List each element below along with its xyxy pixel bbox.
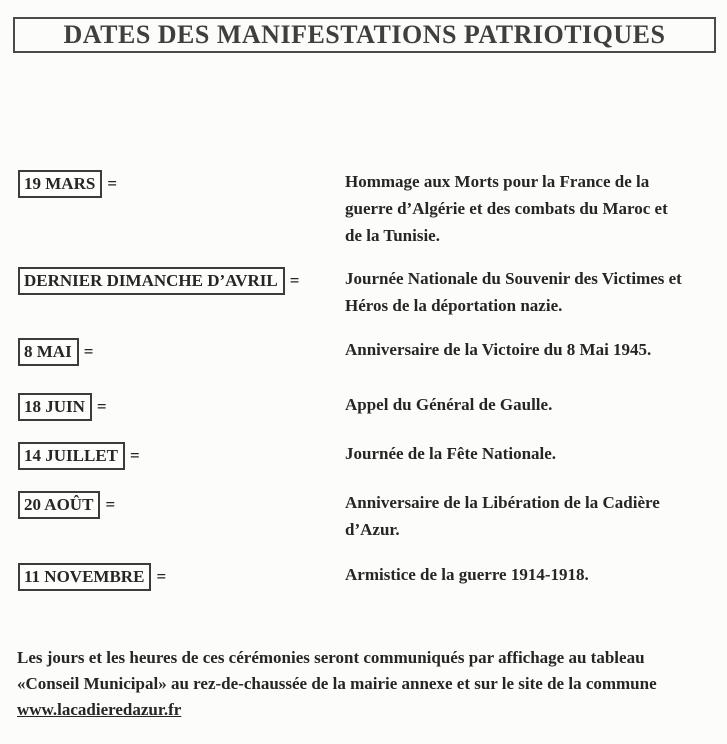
date-description xyxy=(345,489,715,543)
date-entry-row xyxy=(18,393,715,421)
date-label-cell xyxy=(18,393,345,421)
equals-sign: = xyxy=(105,495,116,514)
date-entry-row xyxy=(18,338,715,366)
description-line: Hommage aux Morts pour la France de la xyxy=(345,172,650,191)
description-line: Anniversaire de la Libération de la Cadière xyxy=(345,493,660,512)
date-description xyxy=(345,168,715,249)
document-title: DATES DES MANIFESTATIONS PATRIOTIQUES xyxy=(63,20,666,49)
description-line: d’Azur. xyxy=(345,520,400,539)
footer-line: «Conseil Municipal» au rez-de-chaussée de la mairie annexe et sur le site de la commune xyxy=(17,674,657,693)
equals-sign: = xyxy=(83,342,94,361)
date-box: DERNIER DIMANCHE D’AVRIL xyxy=(18,267,285,295)
description-line: Journée de la Fête Nationale. xyxy=(345,444,557,463)
equals-sign: = xyxy=(96,397,107,416)
document-title-box xyxy=(13,17,716,53)
description-line: Anniversaire de la Victoire du 8 Mai 1945. xyxy=(345,340,652,359)
equals-sign: = xyxy=(289,271,300,290)
footer-line: Les jours et les heures de ces cérémonies seront communiqués par affichage au tableau xyxy=(17,648,645,667)
description-line: Armistice de la guerre 1914-1918. xyxy=(345,565,589,584)
date-description xyxy=(345,336,715,363)
date-box: 14 JUILLET xyxy=(18,442,125,470)
website-link[interactable]: www.lacadieredazur.fr xyxy=(17,700,182,719)
equals-sign: = xyxy=(107,174,117,193)
equals-sign: = xyxy=(130,446,140,465)
date-entry-row xyxy=(18,491,715,543)
description-line: guerre d’Algérie et des combats du Maroc et xyxy=(345,199,668,218)
date-label-cell xyxy=(18,563,345,591)
description-line: de la Tunisie. xyxy=(345,226,440,245)
date-label-cell xyxy=(18,491,345,519)
date-label-cell xyxy=(18,442,345,470)
description-line: Appel du Général de Gaulle. xyxy=(345,395,553,414)
description-line: Héros de la déportation nazie. xyxy=(345,296,563,315)
date-description xyxy=(345,391,715,418)
date-entry-row xyxy=(18,442,715,470)
equals-sign: = xyxy=(156,567,167,586)
date-description xyxy=(345,440,715,467)
footer-note xyxy=(0,645,727,723)
date-description xyxy=(345,561,715,588)
date-box: 18 JUIN xyxy=(18,393,92,421)
date-label-cell xyxy=(18,267,345,295)
date-label-cell xyxy=(18,338,345,366)
description-line: Journée Nationale du Souvenir des Victimes et xyxy=(345,269,682,288)
date-box: 11 NOVEMBRE xyxy=(18,563,151,591)
date-entry-row xyxy=(18,563,715,591)
date-box: 8 MAI xyxy=(18,338,79,366)
date-entry-row xyxy=(18,267,715,319)
date-box: 20 AOÛT xyxy=(18,491,100,519)
date-label-cell xyxy=(18,170,345,198)
date-entry-row xyxy=(18,170,715,249)
date-box: 19 MARS xyxy=(18,170,102,198)
date-entries-list xyxy=(0,170,727,591)
date-description xyxy=(345,265,715,319)
